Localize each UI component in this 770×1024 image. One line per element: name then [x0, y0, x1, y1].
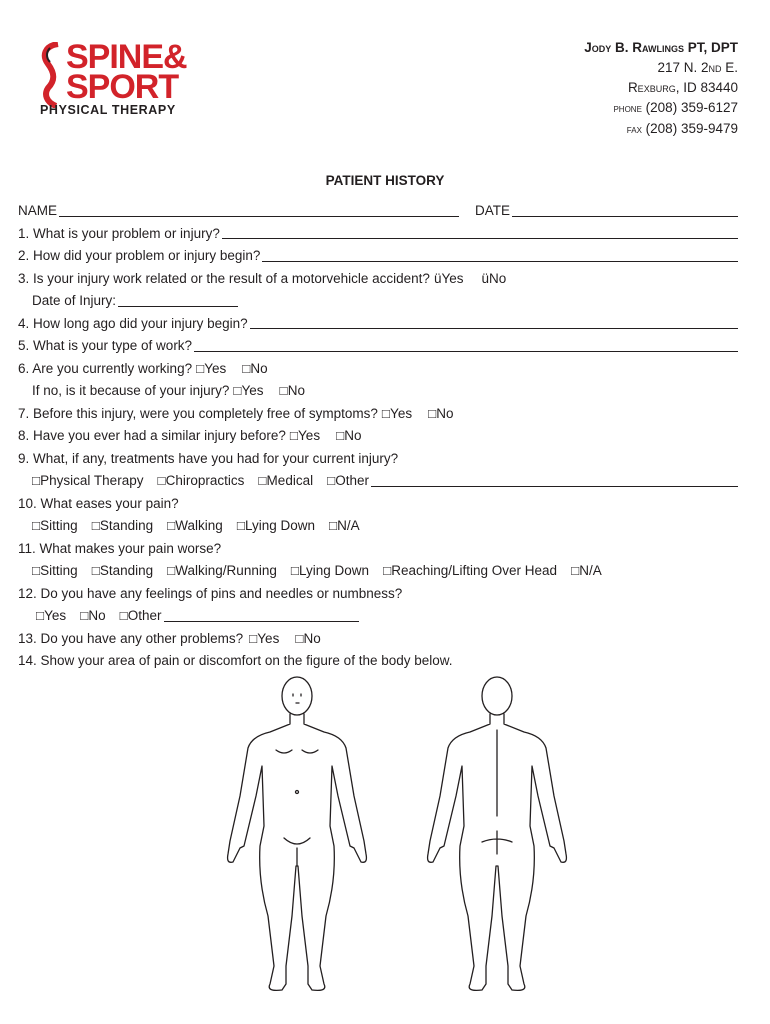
question-2-field[interactable]	[262, 247, 738, 262]
q13-yes-checkbox[interactable]: □Yes	[249, 630, 280, 646]
q11-lying-down-checkbox[interactable]: □Lying Down	[290, 563, 370, 578]
question-10	[18, 493, 738, 516]
q6-sub-no-checkbox[interactable]: □No	[279, 383, 305, 398]
question-12-options	[18, 605, 738, 628]
q12-other-checkbox[interactable]: □Other	[119, 608, 162, 623]
spine-s-logo-icon	[40, 42, 62, 108]
question-1-field[interactable]	[222, 224, 738, 239]
front-body-figure[interactable]	[228, 677, 367, 990]
question-4	[18, 313, 738, 336]
question-7	[18, 403, 738, 426]
logo-line-sport: SPORT	[66, 68, 179, 106]
name-label: NAME	[18, 203, 58, 218]
question-4-label: 4. How long ago did your injury begin?	[18, 315, 248, 331]
q3-yes-checkbox[interactable]: üYes	[433, 270, 464, 286]
question-9-label: 9. What, if any, treatments have you had for your current injury?	[18, 450, 399, 466]
q10-sitting-checkbox[interactable]: □Sitting	[32, 518, 78, 533]
fax-number: (208) 359-9479	[645, 121, 738, 136]
question-6	[18, 358, 738, 381]
phone-label: phone	[613, 103, 642, 115]
question-11	[18, 538, 738, 561]
q9-medical-checkbox[interactable]: □Medical	[258, 473, 314, 488]
date-of-injury-label: Date of Injury:	[32, 293, 117, 308]
question-12	[18, 583, 738, 606]
question-3	[18, 268, 738, 291]
question-2-label: 2. How did your problem or injury begin?	[18, 248, 261, 263]
q6-yes-checkbox[interactable]: □Yes	[196, 360, 227, 376]
question-6-sub	[18, 380, 738, 403]
question-5-field[interactable]	[194, 337, 738, 352]
phone-number: (208) 359-6127	[645, 100, 738, 115]
q12-other-field[interactable]	[164, 607, 359, 622]
q10-standing-checkbox[interactable]: □Standing	[91, 518, 154, 533]
name-date-row	[18, 200, 738, 223]
q11-standing-checkbox[interactable]: □Standing	[91, 563, 154, 578]
q11-sitting-checkbox[interactable]: □Sitting	[32, 563, 78, 578]
q11-walking-running-checkbox[interactable]: □Walking/Running	[167, 563, 277, 578]
street-address: 217 N. 2nd E.	[657, 60, 738, 75]
q7-yes-checkbox[interactable]: □Yes	[381, 405, 413, 421]
question-12-label: 12. Do you have any feelings of pins and needles or numbness?	[18, 585, 403, 601]
date-of-injury-field[interactable]	[118, 292, 238, 307]
q12-yes-checkbox[interactable]: □Yes	[36, 608, 67, 623]
city-state-zip: Rexburg, ID 83440	[627, 80, 738, 95]
question-1-label: 1. What is your problem or injury?	[18, 225, 220, 241]
name-field[interactable]	[59, 202, 459, 217]
q6-sub-yes-checkbox[interactable]: □Yes	[233, 383, 264, 398]
q11-na-checkbox[interactable]: □N/A	[571, 563, 602, 578]
logo-line-physical-therapy: PHYSICAL THERAPY	[40, 103, 176, 117]
logo-line-spine: SPINE&	[66, 38, 187, 76]
fax-line	[584, 119, 738, 140]
question-5-label: 5. What is your type of work?	[18, 338, 193, 353]
date-field[interactable]	[512, 202, 738, 217]
q10-lying-down-checkbox[interactable]: □Lying Down	[236, 518, 316, 533]
question-9	[18, 448, 738, 471]
q9-other-checkbox[interactable]: □Other	[327, 473, 370, 488]
page-title: PATIENT HISTORY	[325, 173, 445, 188]
q7-no-checkbox[interactable]: □No	[428, 405, 454, 421]
question-11-options	[18, 560, 738, 583]
date-of-injury-row	[18, 290, 738, 313]
question-14-label: 14. Show your area of pain or discomfort on the figure of the body below.	[18, 653, 453, 668]
spine-sport-logo	[40, 38, 220, 122]
body-diagram[interactable]	[200, 666, 570, 1006]
question-9-options	[18, 470, 738, 493]
question-10-options	[18, 515, 738, 538]
q8-no-checkbox[interactable]: □No	[336, 428, 362, 443]
question-13-label: 13. Do you have any other problems?	[18, 630, 244, 646]
question-7-label: 7. Before this injury, were you completely free of symptoms?	[18, 405, 378, 421]
back-body-figure[interactable]	[428, 677, 567, 990]
question-4-field[interactable]	[250, 314, 738, 329]
q10-na-checkbox[interactable]: □N/A	[329, 518, 360, 533]
q9-other-field[interactable]	[371, 472, 738, 487]
patient-history-form	[18, 200, 738, 673]
question-1	[18, 223, 738, 246]
fax-label: fax	[626, 124, 642, 136]
question-6-sub-label: If no, is it because of your injury?	[32, 383, 230, 398]
phone-line	[584, 98, 738, 119]
q9-chiropractics-checkbox[interactable]: □Chiropractics	[157, 473, 245, 488]
date-label: DATE	[475, 203, 511, 218]
q11-reaching-lifting-checkbox[interactable]: □Reaching/Lifting Over Head	[383, 563, 558, 578]
question-8	[18, 425, 738, 448]
question-10-label: 10. What eases your pain?	[18, 495, 179, 511]
question-8-label: 8. Have you ever had a similar injury before?	[18, 428, 286, 443]
practice-address	[584, 38, 738, 140]
q10-walking-checkbox[interactable]: □Walking	[167, 518, 223, 533]
q9-physical-therapy-checkbox[interactable]: □Physical Therapy	[32, 473, 144, 488]
q3-no-checkbox[interactable]: üNo	[481, 270, 507, 286]
question-6-label: 6. Are you currently working?	[18, 360, 193, 376]
question-5	[18, 335, 738, 358]
question-3-label: 3. Is your injury work related or the result of a motorvehicle accident?	[18, 270, 430, 286]
q6-no-checkbox[interactable]: □No	[242, 360, 268, 376]
q13-no-checkbox[interactable]: □No	[295, 630, 321, 646]
question-2	[18, 245, 738, 268]
q12-no-checkbox[interactable]: □No	[80, 608, 106, 623]
question-11-label: 11. What makes your pain worse?	[18, 540, 222, 556]
practitioner-name: Jody B. Rawlings PT, DPT	[584, 40, 738, 55]
q8-yes-checkbox[interactable]: □Yes	[289, 428, 321, 443]
question-13	[18, 628, 738, 651]
